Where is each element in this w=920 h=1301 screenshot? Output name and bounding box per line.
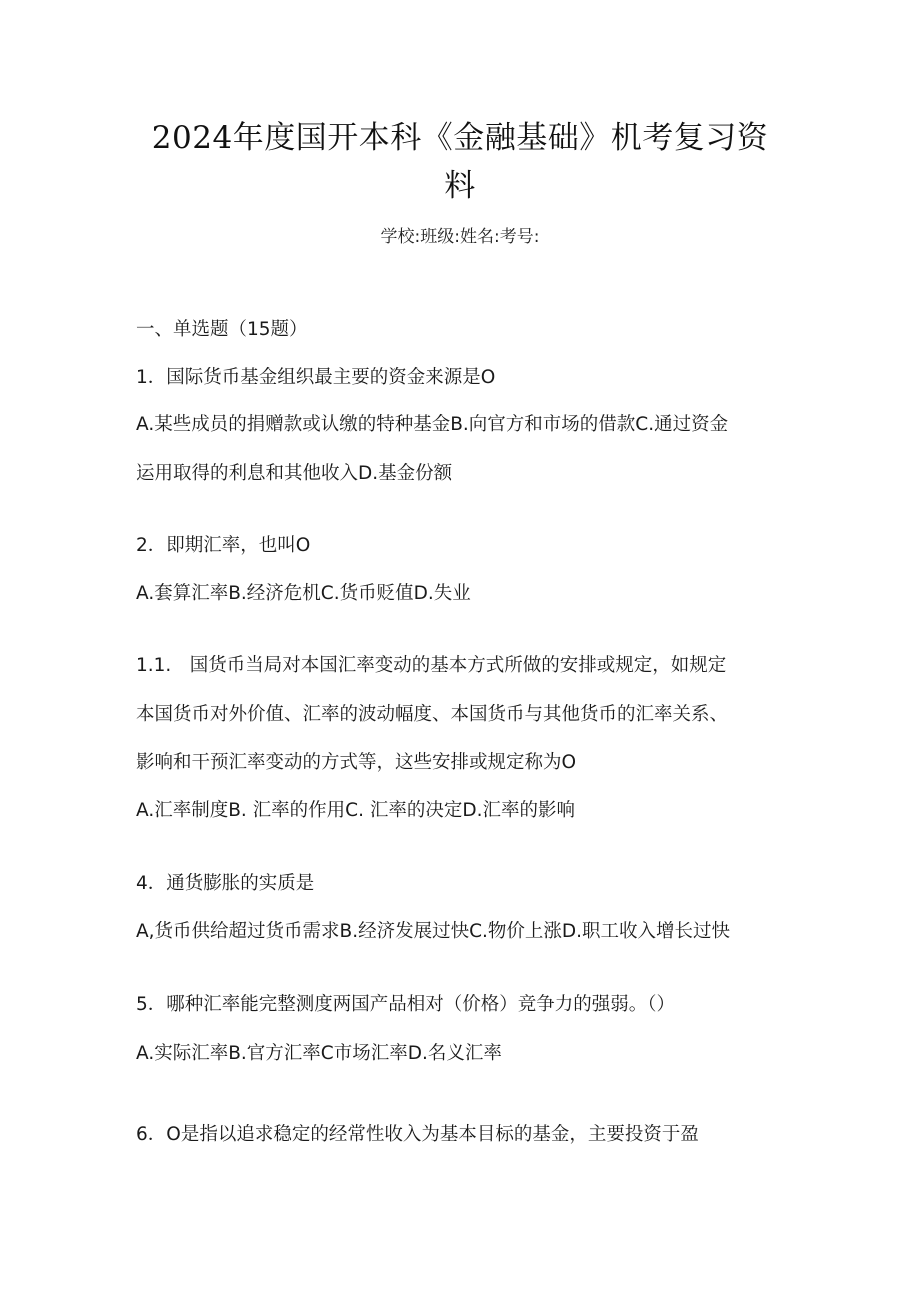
question-1-options-line-1: A.某些成员的捐赠款或认缴的特种基金B.向官方和市场的借款C.通过资金 xyxy=(136,414,729,435)
question-5-options: A.实际汇率B.官方汇率C市场汇率D.名义汇率 xyxy=(136,1043,502,1064)
question-2-stem: 2．即期汇率，也叫O xyxy=(136,535,311,556)
question-3-options: A.汇率制度B. 汇率的作用C. 汇率的决定D.汇率的影响 xyxy=(136,800,575,821)
question-1-options-line-2: 运用取得的利息和其他收入D.基金份额 xyxy=(136,463,453,484)
question-4-stem: 4．通货膨胀的实质是 xyxy=(136,873,315,894)
student-info-line: 学校:班级:姓名:考号: xyxy=(380,227,540,247)
question-4-options: A,货币供给超过货币需求B.经济发展过快C.物价上涨D.职工收入增长过快 xyxy=(136,921,731,942)
document-title-line-1: 2024年度国开本科《金融基础》机考复习资 xyxy=(151,120,769,156)
document-title-line-2: 料 xyxy=(444,168,476,204)
question-6-stem: 6．O是指以追求稳定的经常性收入为基本目标的基金，主要投资于盈 xyxy=(136,1124,699,1145)
question-3-stem-line-1: 1.1. 国货币当局对本国汇率变动的基本方式所做的安排或规定，如规定 xyxy=(136,655,727,676)
question-1-stem: 1．国际货币基金组织最主要的资金来源是O xyxy=(136,367,496,388)
question-3-stem-line-3: 影响和干预汇率变动的方式等，这些安排或规定称为O xyxy=(136,752,577,773)
section-heading: 一、单选题（15题） xyxy=(136,319,308,340)
question-2-options: A.套算汇率B.经济危机C.货币贬值D.失业 xyxy=(136,583,471,604)
question-3-stem-line-2: 本国货币对外价值、汇率的波动幅度、本国货币与其他货币的汇率关系、 xyxy=(136,704,729,725)
question-5-stem: 5．哪种汇率能完整测度两国产品相对（价格）竞争力的强弱。（） xyxy=(136,994,676,1015)
